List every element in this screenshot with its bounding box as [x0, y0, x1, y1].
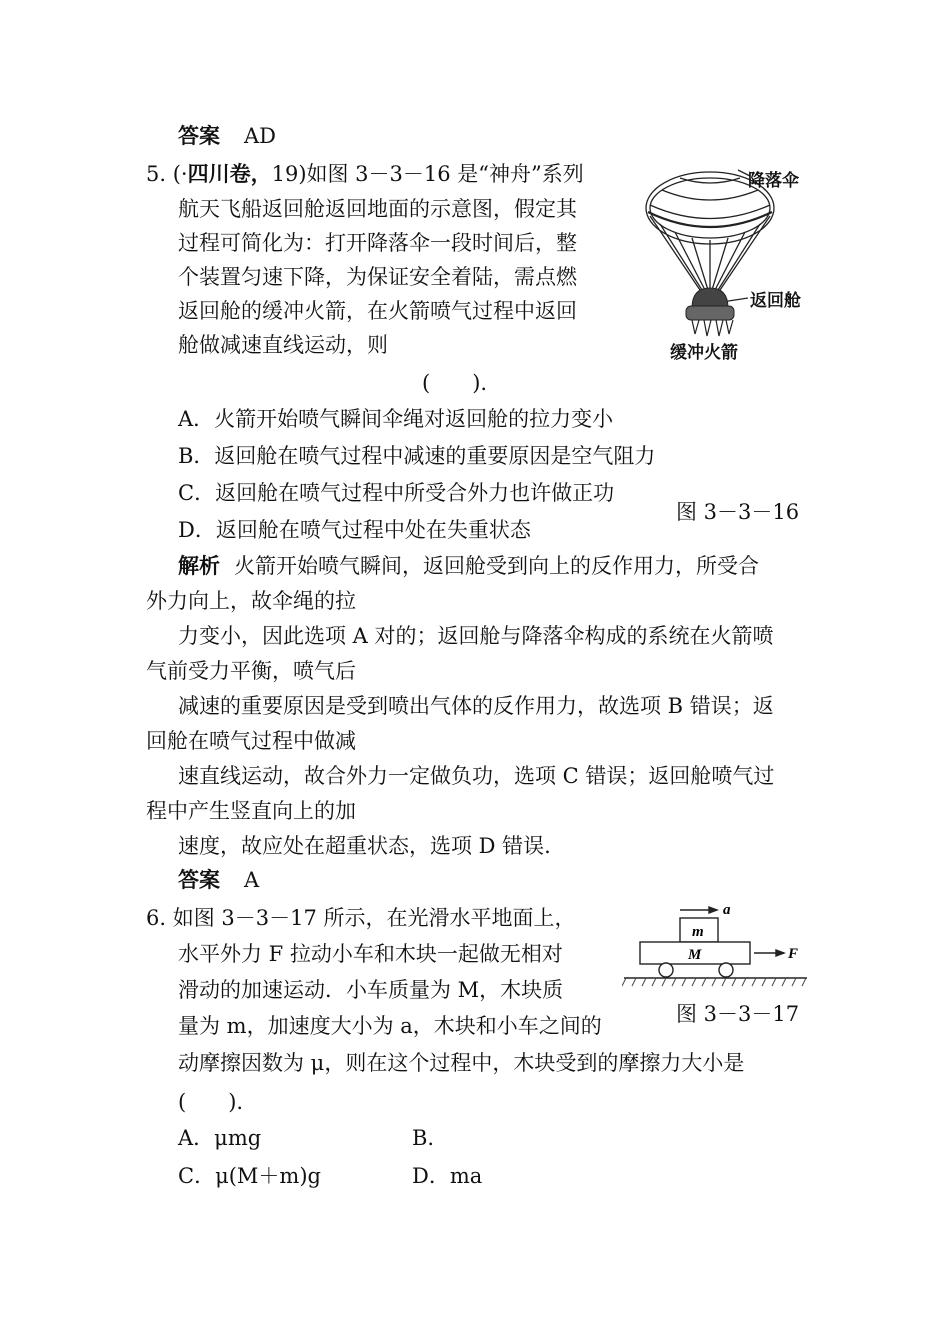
q6-option-b: B.: [412, 1126, 435, 1150]
analysis-line-5: 减速的重要原因是受到喷出气体的反作用力，故选项 B 错误；返: [178, 694, 774, 718]
q5-source: 四川卷，: [187, 161, 272, 186]
q6-option-d: D．ma: [412, 1164, 483, 1188]
q5-number: 5. (·: [146, 162, 188, 186]
q5-option-a: A．火箭开始喷气瞬间伞绳对返回舱的拉力变小: [178, 407, 614, 431]
analysis-line-8: 程中产生竖直向上的加: [146, 799, 356, 823]
analysis-label: 解析: [178, 553, 220, 578]
q5-answer-blank: ( ).: [422, 371, 488, 395]
label-cart-M: M: [688, 947, 702, 963]
answer-value-5: A: [244, 868, 260, 892]
label-block-m: m: [692, 924, 704, 940]
analysis-line-6: 回舱在喷气过程中做减: [146, 729, 356, 753]
q5-line-2: 航天飞船返回舱返回地面的示意图，假定其: [178, 197, 577, 221]
q6-line-1: 6. 如图 3－3－17 所示，在光滑水平地面上，: [146, 906, 576, 930]
analysis-text-1: 火箭开始喷气瞬间，返回舱受到向上的反作用力，所受合: [234, 554, 759, 578]
answer-label-5: 答案: [178, 867, 220, 892]
analysis-line-2: 外力向上，故伞绳的拉: [146, 589, 356, 613]
q6-option-c: C．μ(M＋m)g: [178, 1164, 321, 1188]
q5-line-1: [146, 160, 584, 188]
analysis-line-1: [178, 552, 759, 580]
analysis-line-3: 力变小，因此选项 A 对的；返回舱与降落伞构成的系统在火箭喷: [178, 624, 774, 648]
analysis-line-9: 速度，故应处在超重状态，选项 D 错误.: [178, 834, 551, 858]
q5-line-6: 舱做减速直线运动，则: [178, 333, 388, 357]
q6-line-5: 动摩擦因数为 μ，则在这个过程中，木块受到的摩擦力大小是: [178, 1051, 745, 1075]
q6-line-4: 量为 m，加速度大小为 a，木块和小车之间的: [178, 1014, 602, 1038]
label-rocket: 缓冲火箭: [670, 343, 738, 363]
q5-figure-caption: 图 3－3－16: [676, 500, 800, 524]
q5-option-b: B．返回舱在喷气过程中减速的重要原因是空气阻力: [178, 444, 656, 468]
label-parachute: 降落伞: [748, 171, 799, 191]
q6-figure-caption: 图 3－3－17: [676, 1002, 800, 1026]
q5-line-4: 个装置匀速下降，为保证安全着陆，需点燃: [178, 265, 577, 289]
label-capsule: 返回舱: [750, 291, 801, 311]
answer-value-4: AD: [244, 124, 277, 148]
answer-label-4: 答案: [178, 123, 220, 148]
q5-line-5: 返回舱的缓冲火箭，在火箭喷气过程中返回: [178, 299, 577, 323]
label-force-F: F: [788, 946, 799, 962]
analysis-line-7: 速直线运动，故合外力一定做负功，选项 C 错误；返回舱喷气过: [178, 764, 775, 788]
q5-option-d: D．返回舱在喷气过程中处在失重状态: [178, 518, 531, 542]
q5-stem-start: 19)如图 3－3－16 是“神舟”系列: [271, 162, 584, 186]
label-acceleration-a: a: [723, 902, 731, 918]
q5-option-c: C．返回舱在喷气过程中所受合外力也许做正功: [178, 481, 615, 505]
analysis-line-4: 气前受力平衡，喷气后: [146, 659, 356, 683]
q6-answer-blank: ( ).: [178, 1090, 244, 1114]
q6-line-2: 水平外力 F 拉动小车和木块一起做无相对: [178, 942, 563, 966]
q6-option-a: A．μmg: [178, 1126, 262, 1150]
q5-line-3: 过程可简化为：打开降落伞一段时间后，整: [178, 231, 577, 255]
q6-line-3: 滑动的加速运动．小车质量为 M，木块质: [178, 978, 564, 1002]
cart-block-figure: [622, 900, 812, 990]
